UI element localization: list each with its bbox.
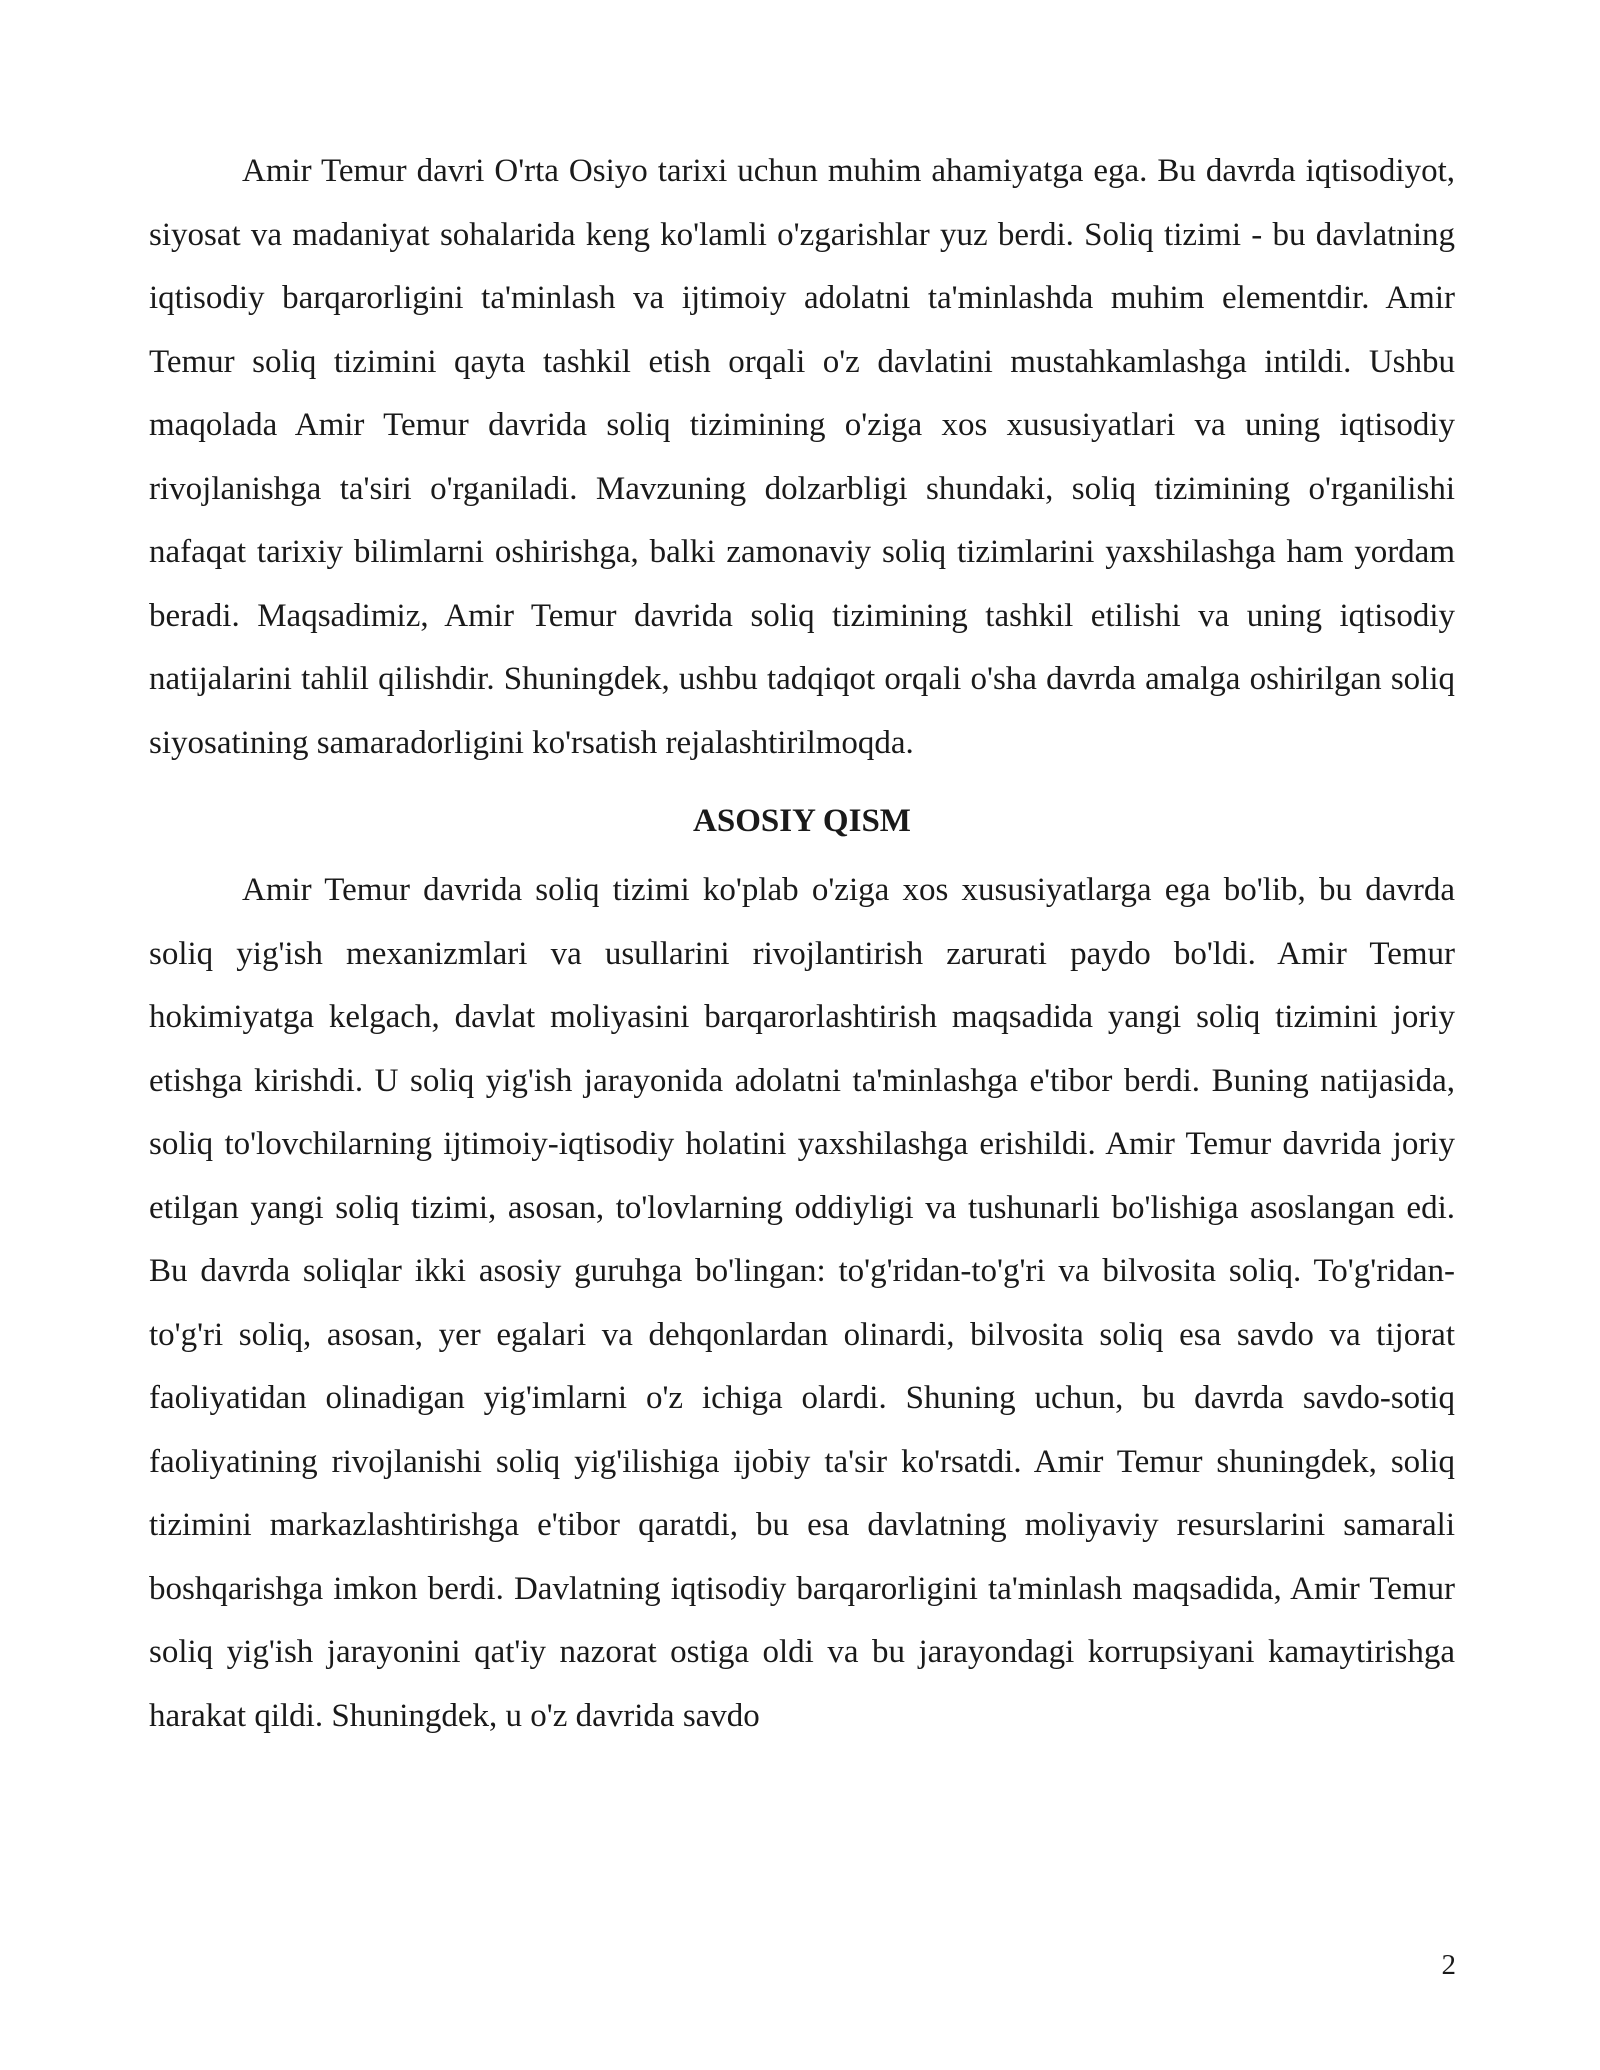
intro-paragraph: Amir Temur davri O'rta Osiyo tarixi uchun muhim ahamiyatga ega. Bu davrda iqtisodiyot, siyosat va madaniyat sohalarida keng ko'lamli o'zgarishlar yuz berdi. Soliq tizimi - bu davlatning iqtisodiy barqarorligini ta'minlash va ijtimoiy adolatni ta'minlashda muhim elementdir. Amir Temur soliq tizimini qayta tashkil etish orqali o'z davlatini mustahkamlashga intildi. Ushbu maqolada Amir Temur davrida soliq tizimining o'ziga xos xususiyatlari va uning iqtisodiy rivojlanishga ta'siri o'rganiladi. Mavzuning dolzarbligi shundaki, soliq tizimining o'rganilishi nafaqat tarixiy bilimlarni oshirishga, balki zamonaviy soliq tizimlarini yaxshilashga ham yordam beradi. Maqsadimiz, Amir Temur davrida soliq tizimining tashkil etilishi va uning iqtisodiy natijalarini tahlil qilishdir. Shuningdek, ushbu tadqiqot orqali o'sha davrda amalga oshirilgan soliq siyosatining samaradorligini ko'rsatish rejalashtirilmoqda.	[149, 153, 1455, 761]
page-content	[149, 140, 1455, 1748]
main-paragraph: Amir Temur davrida soliq tizimi ko'plab o'ziga xos xususiyatlarga ega bo'lib, bu davrda soliq yig'ish mexanizmlari va usullarini rivojlantirish zarurati paydo bo'ldi. Amir Temur hokimiyatga kelgach, davlat moliyasini barqarorlashtirish maqsadida yangi soliq tizimini joriy etishga kirishdi. U soliq yig'ish jarayonida adolatni ta'minlashga e'tibor berdi. Buning natijasida, soliq to'lovchilarning ijtimoiy-iqtisodiy holatini yaxshilashga erishildi. Amir Temur davrida joriy etilgan yangi soliq tizimi, asosan, to'lovlarning oddiyligi va tushunarli bo'lishiga asoslangan edi. Bu davrda soliqlar ikki asosiy guruhga bo'lingan: to'g'ridan-to'g'ri va bilvosita soliq. To'g'ridan-to'g'ri soliq, asosan, yer egalari va dehqonlardan olinardi, bilvosita soliq esa savdo va tijorat faoliyatidan olinadigan yig'imlarni o'z ichiga olardi. Shuning uchun, bu davrda savdo-sotiq faoliyatining rivojlanishi soliq yig'ilishiga ijobiy ta'sir ko'rsatdi. Amir Temur shuningdek, soliq tizimini markazlashtirishga e'tibor qaratdi, bu esa davlatning moliyaviy resurslarini samarali boshqarishga imkon berdi. Davlatning iqtisodiy barqarorligini ta'minlash maqsadida, Amir Temur soliq yig'ish jarayonini qat'iy nazorat ostiga oldi va bu jarayondagi korrupsiyani kamaytirishga harakat qildi. Shuningdek, u o'z davrida savdo	[149, 872, 1455, 1734]
page-number: 2	[1441, 1949, 1456, 1981]
section-heading: ASOSIY QISM	[693, 803, 911, 839]
